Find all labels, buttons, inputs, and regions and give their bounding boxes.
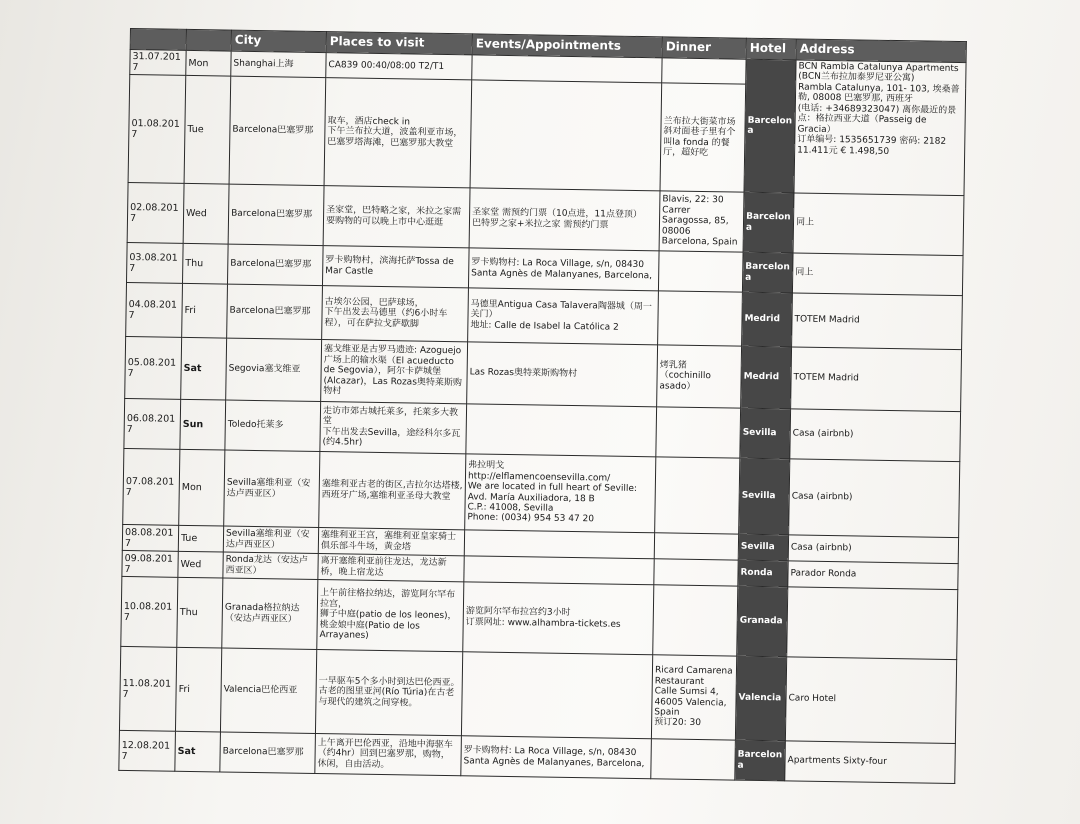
header-events: Events/Appointments	[472, 34, 662, 58]
day-cell: Sun	[180, 399, 226, 450]
hotel-cell: Valencia	[735, 656, 786, 741]
city-cell: Sevilla塞维利亚（安达卢西亚区）	[224, 450, 320, 527]
itinerary-row	[121, 576, 958, 659]
places-cell: CA839 00:40/08:00 T2/T1	[326, 53, 472, 80]
events-cell	[470, 80, 662, 191]
city-cell: Barcelona巴塞罗那	[220, 732, 316, 773]
city-cell: Valencia巴伦西亚	[220, 648, 316, 733]
address-cell: Casa (airbnb)	[789, 459, 960, 538]
dinner-cell	[655, 457, 740, 534]
places-cell: 离开塞维利亚前往龙达，龙达新桥，晚上宿龙达	[318, 554, 464, 582]
events-cell	[461, 652, 652, 739]
events-cell: Las Rozas奥特莱斯购物村	[467, 342, 658, 407]
city-cell: Barcelona巴塞罗那	[227, 284, 323, 339]
header-hotel: Hotel	[746, 38, 796, 60]
date-cell: 07.08.2017	[123, 448, 180, 525]
dinner-cell	[651, 739, 736, 780]
header-places: Places to visit	[326, 32, 472, 55]
date-cell: 04.08.2017	[126, 283, 183, 338]
places-cell: 塞维利亚古老的街区,吉拉尔达塔楼,西班牙广场,塞维利亚圣母大教堂	[319, 452, 466, 530]
events-cell: 罗卡购物村: La Roca Village, s/n, 08430 Santa Agnès de Malanyanes, Barcelona,	[461, 736, 652, 779]
city-cell: Shanghai上海	[231, 51, 326, 78]
day-cell: Fri	[175, 647, 221, 732]
dinner-cell	[653, 585, 738, 656]
events-cell: 马德里Antigua Casa Talavera陶器城（周一关门） 地址: Calle de Isabel la Católica 2	[468, 288, 659, 345]
address-cell: Casa (airbnb)	[790, 409, 961, 462]
places-cell: 圣家堂，巴特略之家，米拉之家需要购物的可以晚上市中心逛逛	[323, 186, 470, 248]
day-cell: Sat	[181, 337, 227, 400]
events-cell	[464, 556, 654, 585]
dinner-cell: 烤乳猪 （cochinillo asado）	[657, 345, 742, 408]
hotel-cell: Ronda	[738, 560, 788, 587]
address-cell: Caro Hotel	[785, 657, 956, 744]
header-date	[130, 29, 186, 51]
places-cell: 上午前往格拉纳达，游览阿尔罕布拉宫， 狮子中庭(patio de los leones)，桃金娘中庭(Patio de los Arrayanes)	[317, 580, 464, 652]
day-cell: Mon	[186, 50, 231, 76]
day-cell: Thu	[182, 243, 228, 284]
date-cell: 01.08.2017	[128, 75, 186, 184]
date-cell: 12.08.2017	[119, 730, 176, 771]
hotel-cell: Barcelona	[744, 59, 796, 193]
city-cell: Toledo托莱多	[225, 400, 321, 451]
city-cell: Barcelona巴塞罗那	[229, 76, 326, 185]
dinner-cell: 兰布拉大街菜市场斜对面巷子里有个叫la fonda 的餐厅，超好吃	[660, 83, 746, 192]
header-address: Address	[796, 39, 966, 63]
places-cell: 罗卡购物村，滨海托萨Tossa de Mar Castle	[322, 246, 469, 288]
dinner-cell	[654, 533, 738, 560]
events-cell	[464, 530, 654, 559]
hotel-cell: Sevilla	[738, 534, 788, 561]
address-cell: TOTEM Madrid	[792, 293, 963, 350]
address-cell: TOTEM Madrid	[791, 347, 962, 412]
places-cell: 塞维利亚王宫，塞维利亚皇家骑士俱乐部斗牛场，黄金塔	[318, 528, 464, 556]
day-cell: Tue	[184, 75, 231, 184]
date-cell: 05.08.2017	[125, 337, 182, 400]
hotel-cell: Sevilla	[740, 408, 791, 459]
dinner-cell: Blavis, 22: 30 Carrer Saragossa, 85, 08006 Barcelona, Spain	[659, 191, 744, 252]
day-cell: Tue	[178, 525, 223, 552]
events-cell	[466, 404, 657, 457]
hotel-cell: Sevilla	[739, 458, 790, 535]
date-cell: 11.08.2017	[119, 646, 176, 731]
header-dinner: Dinner	[662, 37, 746, 59]
dinner-cell	[658, 291, 743, 346]
city-cell: Sevilla塞维利亚（安达卢西亚区）	[223, 526, 318, 553]
events-cell: 圣家堂 需预约门票（10点进，11点登顶） 巴特罗之家+米拉之家 需预约门票	[469, 188, 660, 251]
day-cell: Wed	[183, 183, 229, 244]
hotel-cell: Barcelona	[743, 192, 794, 253]
dinner-cell	[654, 559, 738, 586]
day-cell: Sat	[175, 731, 221, 772]
address-cell: Casa (airbnb)	[788, 535, 958, 564]
places-cell: 上午离开巴伦西亚，沿地中海驱车（约4hr）回到巴塞罗那，购物，休闲，自由活动。	[315, 734, 462, 776]
events-cell: 罗卡购物村: La Roca Village, s/n, 08430 Santa Agnès de Malanyanes, Barcelona,	[468, 248, 659, 291]
dinner-cell: Ricard Camarena Restaurant Calle Sumsi 4, 46005 Valencia, Spain 预订20: 30	[651, 655, 736, 740]
day-cell: Mon	[179, 449, 225, 526]
itinerary-row	[119, 646, 956, 743]
hotel-cell: Granada	[737, 586, 788, 657]
date-cell: 03.08.2017	[127, 243, 184, 284]
places-cell: 一早驱车5个多小时到达巴伦西亚。 古老的图里亚河(Río Túria)在古老与现代的建筑之间穿梭。	[315, 650, 462, 736]
day-cell: Wed	[178, 551, 223, 578]
itinerary-row	[123, 448, 960, 537]
city-cell: Ronda龙达（安达卢西亚区）	[223, 552, 318, 579]
address-cell: Parador Ronda	[788, 561, 958, 590]
address-cell: BCN Rambla Catalunya Apartments (BCN兰布拉加泰罗尼亚公寓) Rambla Catalunya, 101- 103, 埃桑普勒, 08008 巴塞罗那, 西班牙 (电话: +34689323047) 离你最近的景点：格拉西亚大道（Passeig de Gracia） 订单编号: 1535651739 密码: 2182 11.411元 € 1.498,50	[794, 60, 966, 196]
itinerary-table	[118, 28, 967, 784]
places-cell: 走访市郊古城托莱多，托莱多大教堂 下午出发去Sevilla，途经科尔多瓦(约4.5hr)	[320, 402, 467, 454]
day-cell: Thu	[177, 577, 223, 648]
places-cell: 古埃尔公园，巴萨球场， 下午出发去马德里（约6小时车程），可在萨拉戈萨歇脚	[322, 286, 469, 342]
places-cell: 塞戈维亚是古罗马遗迹: Azoguejo广场上的输水渠（El acueducto de Segovia），阿尔卡萨城堡(Alcazar)，Las Rozas奥特莱斯购物村	[321, 340, 468, 404]
hotel-cell: Barcelona	[742, 252, 793, 293]
date-cell: 31.07.2017	[130, 50, 186, 76]
date-cell: 10.08.2017	[121, 576, 178, 647]
hotel-cell: Barcelona	[735, 740, 786, 781]
address-cell: 同上	[793, 193, 964, 256]
dinner-cell	[656, 407, 741, 458]
date-cell: 08.08.2017	[122, 524, 178, 551]
city-cell: Barcelona巴塞罗那	[227, 244, 323, 285]
date-cell: 02.08.2017	[127, 183, 184, 244]
events-cell	[472, 55, 662, 83]
header-day	[186, 29, 231, 51]
address-cell: Apartments Sixty-four	[785, 741, 956, 784]
places-cell: 取车，酒店check in 下午兰布拉大道，波盖利亚市场，巴塞罗塔海滩，巴塞罗那大教堂	[324, 78, 472, 188]
hotel-cell: Medrid	[741, 346, 792, 409]
hotel-cell: Medrid	[742, 292, 793, 347]
city-cell: Barcelona巴塞罗那	[228, 184, 324, 245]
dinner-cell	[662, 58, 746, 84]
day-cell: Fri	[182, 283, 228, 338]
events-cell: 弗拉明戈 http://elflamencoensevilla.com/ We are located in full heart of Seville: Avd. María Auxiliadora, 18 B C.P.: 41008, Sevilla Phone: (0034) 954 53 47 20	[465, 454, 656, 533]
address-cell	[787, 587, 958, 660]
header-city: City	[231, 30, 326, 52]
events-cell: 游览阿尔罕布拉宫约3小时 订票网址: www.alhambra-tickets.es	[463, 582, 654, 655]
city-cell: Segovia塞戈维亚	[226, 338, 322, 401]
dinner-cell	[658, 251, 743, 292]
date-cell: 09.08.2017	[122, 550, 178, 577]
date-cell: 06.08.2017	[124, 398, 181, 449]
city-cell: Granada格拉纳达（安达卢西亚区）	[222, 578, 318, 649]
address-cell: 同上	[792, 253, 963, 296]
